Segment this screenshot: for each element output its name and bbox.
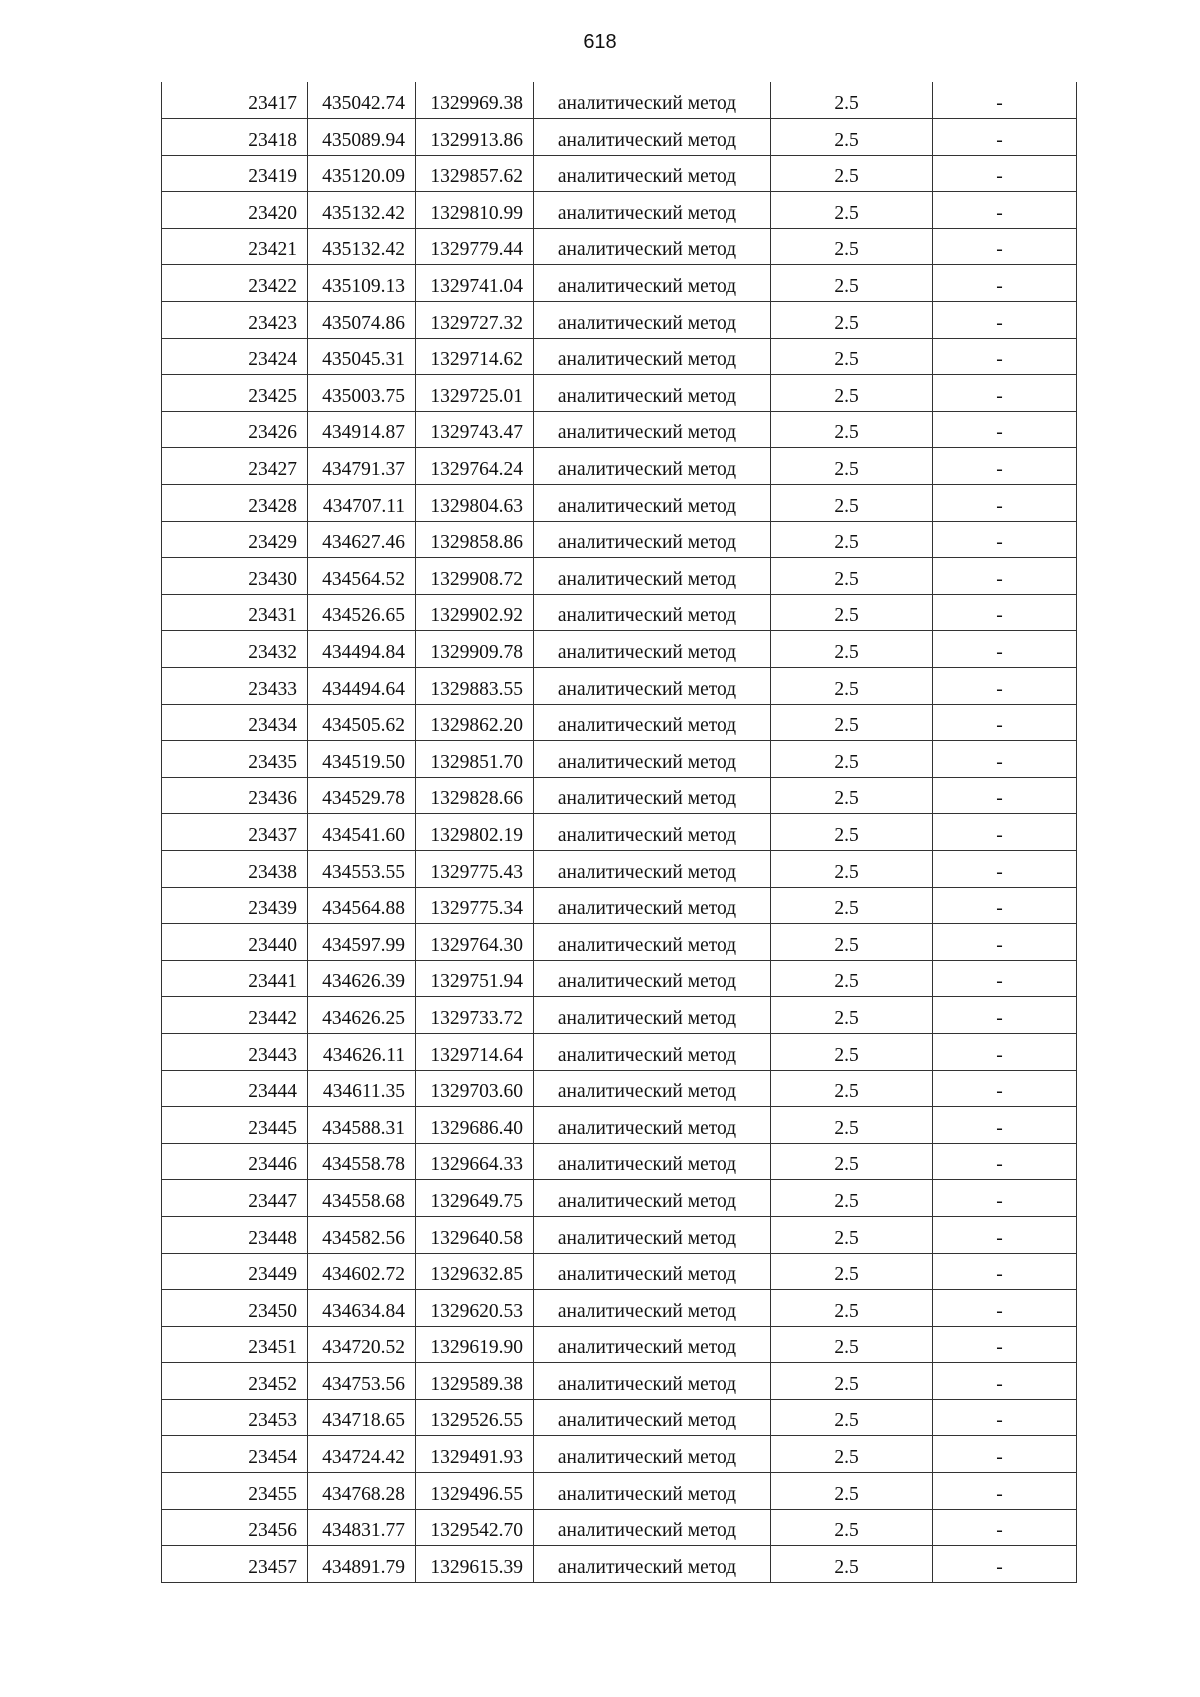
accuracy-cell: 2.5 [771, 1253, 933, 1290]
method-cell: аналитический метод [534, 1473, 771, 1510]
note-cell: - [933, 1143, 1077, 1180]
x-coordinate-cell: 434582.56 [308, 1216, 416, 1253]
note-cell: - [933, 558, 1077, 595]
accuracy-cell: 2.5 [771, 704, 933, 741]
method-cell: аналитический метод [534, 155, 771, 192]
accuracy-cell: 2.5 [771, 1326, 933, 1363]
x-coordinate-cell: 434753.56 [308, 1363, 416, 1400]
accuracy-cell: 2.5 [771, 594, 933, 631]
method-cell: аналитический метод [534, 960, 771, 997]
table-row [162, 1473, 1077, 1510]
point-number-cell: 23449 [162, 1253, 308, 1290]
x-coordinate-cell: 435109.13 [308, 265, 416, 302]
point-number-cell: 23430 [162, 558, 308, 595]
accuracy-cell: 2.5 [771, 558, 933, 595]
accuracy-cell: 2.5 [771, 777, 933, 814]
method-cell: аналитический метод [534, 887, 771, 924]
table-row [162, 485, 1077, 522]
accuracy-cell: 2.5 [771, 411, 933, 448]
y-coordinate-cell: 1329491.93 [416, 1436, 534, 1473]
note-cell: - [933, 668, 1077, 705]
x-coordinate-cell: 434564.88 [308, 887, 416, 924]
y-coordinate-cell: 1329725.01 [416, 375, 534, 412]
point-number-cell: 23456 [162, 1509, 308, 1546]
point-number-cell: 23432 [162, 631, 308, 668]
x-coordinate-cell: 434564.52 [308, 558, 416, 595]
point-number-cell: 23442 [162, 997, 308, 1034]
x-coordinate-cell: 434626.11 [308, 1033, 416, 1070]
note-cell: - [933, 1216, 1077, 1253]
table-row [162, 1326, 1077, 1363]
y-coordinate-cell: 1329589.38 [416, 1363, 534, 1400]
method-cell: аналитический метод [534, 1033, 771, 1070]
y-coordinate-cell: 1329526.55 [416, 1399, 534, 1436]
note-cell: - [933, 265, 1077, 302]
note-cell: - [933, 1180, 1077, 1217]
y-coordinate-cell: 1329764.30 [416, 924, 534, 961]
accuracy-cell: 2.5 [771, 1399, 933, 1436]
y-coordinate-cell: 1329764.24 [416, 448, 534, 485]
table-row [162, 448, 1077, 485]
point-number-cell: 23457 [162, 1546, 308, 1583]
table-row [162, 668, 1077, 705]
table-row [162, 704, 1077, 741]
accuracy-cell: 2.5 [771, 155, 933, 192]
note-cell: - [933, 594, 1077, 631]
accuracy-cell: 2.5 [771, 375, 933, 412]
point-number-cell: 23441 [162, 960, 308, 997]
accuracy-cell: 2.5 [771, 1363, 933, 1400]
note-cell: - [933, 631, 1077, 668]
note-cell: - [933, 192, 1077, 229]
method-cell: аналитический метод [534, 375, 771, 412]
point-number-cell: 23422 [162, 265, 308, 302]
x-coordinate-cell: 435089.94 [308, 119, 416, 156]
accuracy-cell: 2.5 [771, 997, 933, 1034]
point-number-cell: 23453 [162, 1399, 308, 1436]
x-coordinate-cell: 434558.78 [308, 1143, 416, 1180]
accuracy-cell: 2.5 [771, 887, 933, 924]
table-row [162, 521, 1077, 558]
table-row [162, 1363, 1077, 1400]
point-number-cell: 23450 [162, 1290, 308, 1327]
y-coordinate-cell: 1329640.58 [416, 1216, 534, 1253]
table-row [162, 1216, 1077, 1253]
point-number-cell: 23437 [162, 814, 308, 851]
method-cell: аналитический метод [534, 1216, 771, 1253]
y-coordinate-cell: 1329743.47 [416, 411, 534, 448]
note-cell: - [933, 228, 1077, 265]
y-coordinate-cell: 1329804.63 [416, 485, 534, 522]
note-cell: - [933, 1399, 1077, 1436]
method-cell: аналитический метод [534, 1290, 771, 1327]
point-number-cell: 23454 [162, 1436, 308, 1473]
point-number-cell: 23421 [162, 228, 308, 265]
x-coordinate-cell: 434791.37 [308, 448, 416, 485]
note-cell: - [933, 997, 1077, 1034]
point-number-cell: 23431 [162, 594, 308, 631]
point-number-cell: 23434 [162, 704, 308, 741]
method-cell: аналитический метод [534, 997, 771, 1034]
point-number-cell: 23451 [162, 1326, 308, 1363]
y-coordinate-cell: 1329714.62 [416, 338, 534, 375]
point-number-cell: 23417 [162, 82, 308, 119]
y-coordinate-cell: 1329779.44 [416, 228, 534, 265]
table-row [162, 1033, 1077, 1070]
y-coordinate-cell: 1329496.55 [416, 1473, 534, 1510]
note-cell: - [933, 119, 1077, 156]
method-cell: аналитический метод [534, 558, 771, 595]
table-row [162, 631, 1077, 668]
point-number-cell: 23444 [162, 1070, 308, 1107]
method-cell: аналитический метод [534, 1436, 771, 1473]
table-row [162, 850, 1077, 887]
note-cell: - [933, 82, 1077, 119]
point-number-cell: 23428 [162, 485, 308, 522]
x-coordinate-cell: 435074.86 [308, 302, 416, 339]
y-coordinate-cell: 1329741.04 [416, 265, 534, 302]
note-cell: - [933, 814, 1077, 851]
x-coordinate-cell: 434494.84 [308, 631, 416, 668]
table-row [162, 192, 1077, 229]
y-coordinate-cell: 1329751.94 [416, 960, 534, 997]
y-coordinate-cell: 1329857.62 [416, 155, 534, 192]
point-number-cell: 23425 [162, 375, 308, 412]
point-number-cell: 23438 [162, 850, 308, 887]
method-cell: аналитический метод [534, 411, 771, 448]
table-row [162, 228, 1077, 265]
point-number-cell: 23448 [162, 1216, 308, 1253]
x-coordinate-cell: 434588.31 [308, 1107, 416, 1144]
y-coordinate-cell: 1329902.92 [416, 594, 534, 631]
accuracy-cell: 2.5 [771, 1070, 933, 1107]
note-cell: - [933, 1107, 1077, 1144]
y-coordinate-cell: 1329686.40 [416, 1107, 534, 1144]
point-number-cell: 23424 [162, 338, 308, 375]
accuracy-cell: 2.5 [771, 82, 933, 119]
point-number-cell: 23420 [162, 192, 308, 229]
table-row [162, 375, 1077, 412]
table-row [162, 155, 1077, 192]
x-coordinate-cell: 434597.99 [308, 924, 416, 961]
accuracy-cell: 2.5 [771, 924, 933, 961]
note-cell: - [933, 155, 1077, 192]
note-cell: - [933, 448, 1077, 485]
method-cell: аналитический метод [534, 594, 771, 631]
x-coordinate-cell: 434627.46 [308, 521, 416, 558]
table-row [162, 558, 1077, 595]
x-coordinate-cell: 435042.74 [308, 82, 416, 119]
accuracy-cell: 2.5 [771, 228, 933, 265]
x-coordinate-cell: 434634.84 [308, 1290, 416, 1327]
method-cell: аналитический метод [534, 1253, 771, 1290]
method-cell: аналитический метод [534, 82, 771, 119]
method-cell: аналитический метод [534, 302, 771, 339]
note-cell: - [933, 302, 1077, 339]
table-row [162, 265, 1077, 302]
y-coordinate-cell: 1329615.39 [416, 1546, 534, 1583]
x-coordinate-cell: 434626.25 [308, 997, 416, 1034]
point-number-cell: 23435 [162, 741, 308, 778]
accuracy-cell: 2.5 [771, 631, 933, 668]
x-coordinate-cell: 435120.09 [308, 155, 416, 192]
note-cell: - [933, 1436, 1077, 1473]
y-coordinate-cell: 1329649.75 [416, 1180, 534, 1217]
method-cell: аналитический метод [534, 1070, 771, 1107]
x-coordinate-cell: 434526.65 [308, 594, 416, 631]
method-cell: аналитический метод [534, 741, 771, 778]
method-cell: аналитический метод [534, 1180, 771, 1217]
coordinates-table [161, 82, 1077, 1583]
method-cell: аналитический метод [534, 668, 771, 705]
y-coordinate-cell: 1329733.72 [416, 997, 534, 1034]
accuracy-cell: 2.5 [771, 741, 933, 778]
note-cell: - [933, 777, 1077, 814]
note-cell: - [933, 1070, 1077, 1107]
accuracy-cell: 2.5 [771, 302, 933, 339]
table-row [162, 887, 1077, 924]
accuracy-cell: 2.5 [771, 521, 933, 558]
table-body [162, 82, 1077, 1582]
y-coordinate-cell: 1329620.53 [416, 1290, 534, 1327]
method-cell: аналитический метод [534, 1326, 771, 1363]
x-coordinate-cell: 434602.72 [308, 1253, 416, 1290]
note-cell: - [933, 1509, 1077, 1546]
method-cell: аналитический метод [534, 265, 771, 302]
method-cell: аналитический метод [534, 1399, 771, 1436]
note-cell: - [933, 1290, 1077, 1327]
accuracy-cell: 2.5 [771, 192, 933, 229]
table-row [162, 411, 1077, 448]
note-cell: - [933, 1326, 1077, 1363]
point-number-cell: 23439 [162, 887, 308, 924]
x-coordinate-cell: 434505.62 [308, 704, 416, 741]
table-row [162, 924, 1077, 961]
method-cell: аналитический метод [534, 521, 771, 558]
method-cell: аналитический метод [534, 1509, 771, 1546]
point-number-cell: 23446 [162, 1143, 308, 1180]
x-coordinate-cell: 434611.35 [308, 1070, 416, 1107]
table-row [162, 1436, 1077, 1473]
point-number-cell: 23426 [162, 411, 308, 448]
accuracy-cell: 2.5 [771, 1180, 933, 1217]
x-coordinate-cell: 434724.42 [308, 1436, 416, 1473]
method-cell: аналитический метод [534, 704, 771, 741]
x-coordinate-cell: 435132.42 [308, 192, 416, 229]
point-number-cell: 23443 [162, 1033, 308, 1070]
method-cell: аналитический метод [534, 1363, 771, 1400]
method-cell: аналитический метод [534, 338, 771, 375]
y-coordinate-cell: 1329883.55 [416, 668, 534, 705]
accuracy-cell: 2.5 [771, 1107, 933, 1144]
point-number-cell: 23452 [162, 1363, 308, 1400]
y-coordinate-cell: 1329727.32 [416, 302, 534, 339]
x-coordinate-cell: 434529.78 [308, 777, 416, 814]
table-row [162, 997, 1077, 1034]
page-number: 618 [583, 31, 617, 53]
accuracy-cell: 2.5 [771, 265, 933, 302]
table-row [162, 1509, 1077, 1546]
note-cell: - [933, 1546, 1077, 1583]
x-coordinate-cell: 434831.77 [308, 1509, 416, 1546]
accuracy-cell: 2.5 [771, 814, 933, 851]
point-number-cell: 23440 [162, 924, 308, 961]
x-coordinate-cell: 434891.79 [308, 1546, 416, 1583]
y-coordinate-cell: 1329909.78 [416, 631, 534, 668]
accuracy-cell: 2.5 [771, 1216, 933, 1253]
table-row [162, 594, 1077, 631]
accuracy-cell: 2.5 [771, 1033, 933, 1070]
x-coordinate-cell: 435045.31 [308, 338, 416, 375]
accuracy-cell: 2.5 [771, 1473, 933, 1510]
method-cell: аналитический метод [534, 192, 771, 229]
method-cell: аналитический метод [534, 485, 771, 522]
y-coordinate-cell: 1329858.86 [416, 521, 534, 558]
y-coordinate-cell: 1329542.70 [416, 1509, 534, 1546]
table-row [162, 338, 1077, 375]
y-coordinate-cell: 1329703.60 [416, 1070, 534, 1107]
table-row [162, 1546, 1077, 1583]
x-coordinate-cell: 434541.60 [308, 814, 416, 851]
accuracy-cell: 2.5 [771, 448, 933, 485]
point-number-cell: 23445 [162, 1107, 308, 1144]
point-number-cell: 23429 [162, 521, 308, 558]
x-coordinate-cell: 434626.39 [308, 960, 416, 997]
method-cell: аналитический метод [534, 1546, 771, 1583]
table-row [162, 1399, 1077, 1436]
accuracy-cell: 2.5 [771, 338, 933, 375]
method-cell: аналитический метод [534, 777, 771, 814]
y-coordinate-cell: 1329908.72 [416, 558, 534, 595]
note-cell: - [933, 375, 1077, 412]
point-number-cell: 23427 [162, 448, 308, 485]
table-row [162, 82, 1077, 119]
note-cell: - [933, 850, 1077, 887]
x-coordinate-cell: 434914.87 [308, 411, 416, 448]
table-row [162, 741, 1077, 778]
x-coordinate-cell: 435132.42 [308, 228, 416, 265]
x-coordinate-cell: 435003.75 [308, 375, 416, 412]
note-cell: - [933, 924, 1077, 961]
accuracy-cell: 2.5 [771, 1509, 933, 1546]
table-row [162, 1107, 1077, 1144]
table-row [162, 1070, 1077, 1107]
x-coordinate-cell: 434768.28 [308, 1473, 416, 1510]
note-cell: - [933, 411, 1077, 448]
table-row [162, 1253, 1077, 1290]
method-cell: аналитический метод [534, 814, 771, 851]
accuracy-cell: 2.5 [771, 119, 933, 156]
x-coordinate-cell: 434519.50 [308, 741, 416, 778]
y-coordinate-cell: 1329969.38 [416, 82, 534, 119]
accuracy-cell: 2.5 [771, 1143, 933, 1180]
y-coordinate-cell: 1329862.20 [416, 704, 534, 741]
note-cell: - [933, 1253, 1077, 1290]
point-number-cell: 23455 [162, 1473, 308, 1510]
x-coordinate-cell: 434558.68 [308, 1180, 416, 1217]
method-cell: аналитический метод [534, 448, 771, 485]
accuracy-cell: 2.5 [771, 1436, 933, 1473]
note-cell: - [933, 485, 1077, 522]
method-cell: аналитический метод [534, 119, 771, 156]
point-number-cell: 23433 [162, 668, 308, 705]
y-coordinate-cell: 1329632.85 [416, 1253, 534, 1290]
y-coordinate-cell: 1329810.99 [416, 192, 534, 229]
note-cell: - [933, 960, 1077, 997]
point-number-cell: 23423 [162, 302, 308, 339]
accuracy-cell: 2.5 [771, 1290, 933, 1327]
note-cell: - [933, 338, 1077, 375]
table-row [162, 960, 1077, 997]
table-row [162, 1143, 1077, 1180]
accuracy-cell: 2.5 [771, 960, 933, 997]
note-cell: - [933, 887, 1077, 924]
point-number-cell: 23419 [162, 155, 308, 192]
accuracy-cell: 2.5 [771, 485, 933, 522]
method-cell: аналитический метод [534, 1143, 771, 1180]
accuracy-cell: 2.5 [771, 850, 933, 887]
point-number-cell: 23447 [162, 1180, 308, 1217]
table-row [162, 777, 1077, 814]
table-row [162, 814, 1077, 851]
y-coordinate-cell: 1329913.86 [416, 119, 534, 156]
y-coordinate-cell: 1329802.19 [416, 814, 534, 851]
x-coordinate-cell: 434718.65 [308, 1399, 416, 1436]
note-cell: - [933, 521, 1077, 558]
y-coordinate-cell: 1329664.33 [416, 1143, 534, 1180]
accuracy-cell: 2.5 [771, 668, 933, 705]
note-cell: - [933, 741, 1077, 778]
table-row [162, 1290, 1077, 1327]
x-coordinate-cell: 434494.64 [308, 668, 416, 705]
point-number-cell: 23418 [162, 119, 308, 156]
note-cell: - [933, 1033, 1077, 1070]
table-row [162, 1180, 1077, 1217]
table-row [162, 119, 1077, 156]
y-coordinate-cell: 1329851.70 [416, 741, 534, 778]
table-row [162, 302, 1077, 339]
x-coordinate-cell: 434720.52 [308, 1326, 416, 1363]
method-cell: аналитический метод [534, 228, 771, 265]
note-cell: - [933, 704, 1077, 741]
accuracy-cell: 2.5 [771, 1546, 933, 1583]
method-cell: аналитический метод [534, 924, 771, 961]
method-cell: аналитический метод [534, 1107, 771, 1144]
note-cell: - [933, 1363, 1077, 1400]
y-coordinate-cell: 1329619.90 [416, 1326, 534, 1363]
method-cell: аналитический метод [534, 850, 771, 887]
y-coordinate-cell: 1329775.34 [416, 887, 534, 924]
point-number-cell: 23436 [162, 777, 308, 814]
y-coordinate-cell: 1329714.64 [416, 1033, 534, 1070]
y-coordinate-cell: 1329828.66 [416, 777, 534, 814]
x-coordinate-cell: 434553.55 [308, 850, 416, 887]
method-cell: аналитический метод [534, 631, 771, 668]
y-coordinate-cell: 1329775.43 [416, 850, 534, 887]
x-coordinate-cell: 434707.11 [308, 485, 416, 522]
note-cell: - [933, 1473, 1077, 1510]
